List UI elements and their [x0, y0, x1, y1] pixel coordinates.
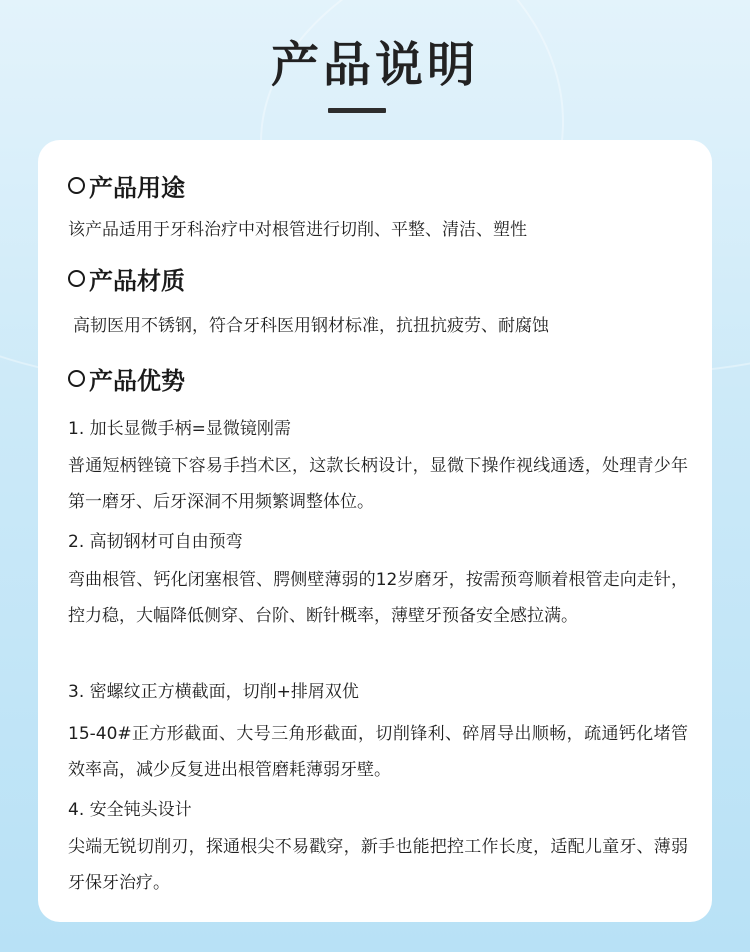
- section-heading-usage: [68, 168, 185, 202]
- circle-bullet-icon: [68, 270, 85, 287]
- page-title: 产品说明: [270, 37, 479, 93]
- advantage-3-title: 3. 密螺纹正方横截面，切削+排屑双优: [68, 682, 359, 702]
- advantage-1-title: 1. 加长显微手柄=显微镜刚需: [68, 419, 291, 439]
- advantage-3-desc: 15-40#正方形截面、大号三角形截面，切削锋利、碎屑导出顺畅，疏通钙化堵管效率高，减少反复进出根管磨耗薄弱牙壁。: [68, 724, 688, 780]
- advantage-4-desc: 尖端无锐切削刃，探通根尖不易戳穿，新手也能把控工作长度，适配儿童牙、薄弱牙保牙治疗。: [68, 837, 688, 893]
- advantage-2-desc: 弯曲根管、钙化闭塞根管、腭侧壁薄弱的12岁磨牙，按需预弯顺着根管走向走针，控力稳，大幅降低侧穿、台阶、断针概率，薄壁牙预备安全感拉满。: [68, 570, 688, 626]
- advantage-4-title: 4. 安全钝头设计: [68, 800, 192, 820]
- advantage-1-desc: 普通短柄锉镜下容易手挡术区，这款长柄设计，显微下操作视线通透，处理青少年第一磨牙、后牙深洞不用频繁调整体位。: [68, 456, 688, 512]
- section-heading-material: [68, 261, 185, 295]
- advantage-2-title: 2. 高韧钢材可自由预弯: [68, 532, 243, 552]
- title-underline: [328, 108, 386, 113]
- product-info-card: [38, 140, 712, 922]
- section-heading-label: 产品用途: [89, 173, 185, 202]
- section-heading-advantages: [68, 361, 185, 395]
- circle-bullet-icon: [68, 370, 85, 387]
- circle-bullet-icon: [68, 177, 85, 194]
- section-heading-label: 产品优势: [89, 366, 185, 395]
- usage-text: 该产品适用于牙科治疗中对根管进行切削、平整、清洁、塑性: [68, 220, 527, 240]
- section-heading-label: 产品材质: [89, 266, 185, 295]
- material-text: 高韧医用不锈钢，符合牙科医用钢材标准，抗扭抗疲劳、耐腐蚀: [73, 316, 549, 336]
